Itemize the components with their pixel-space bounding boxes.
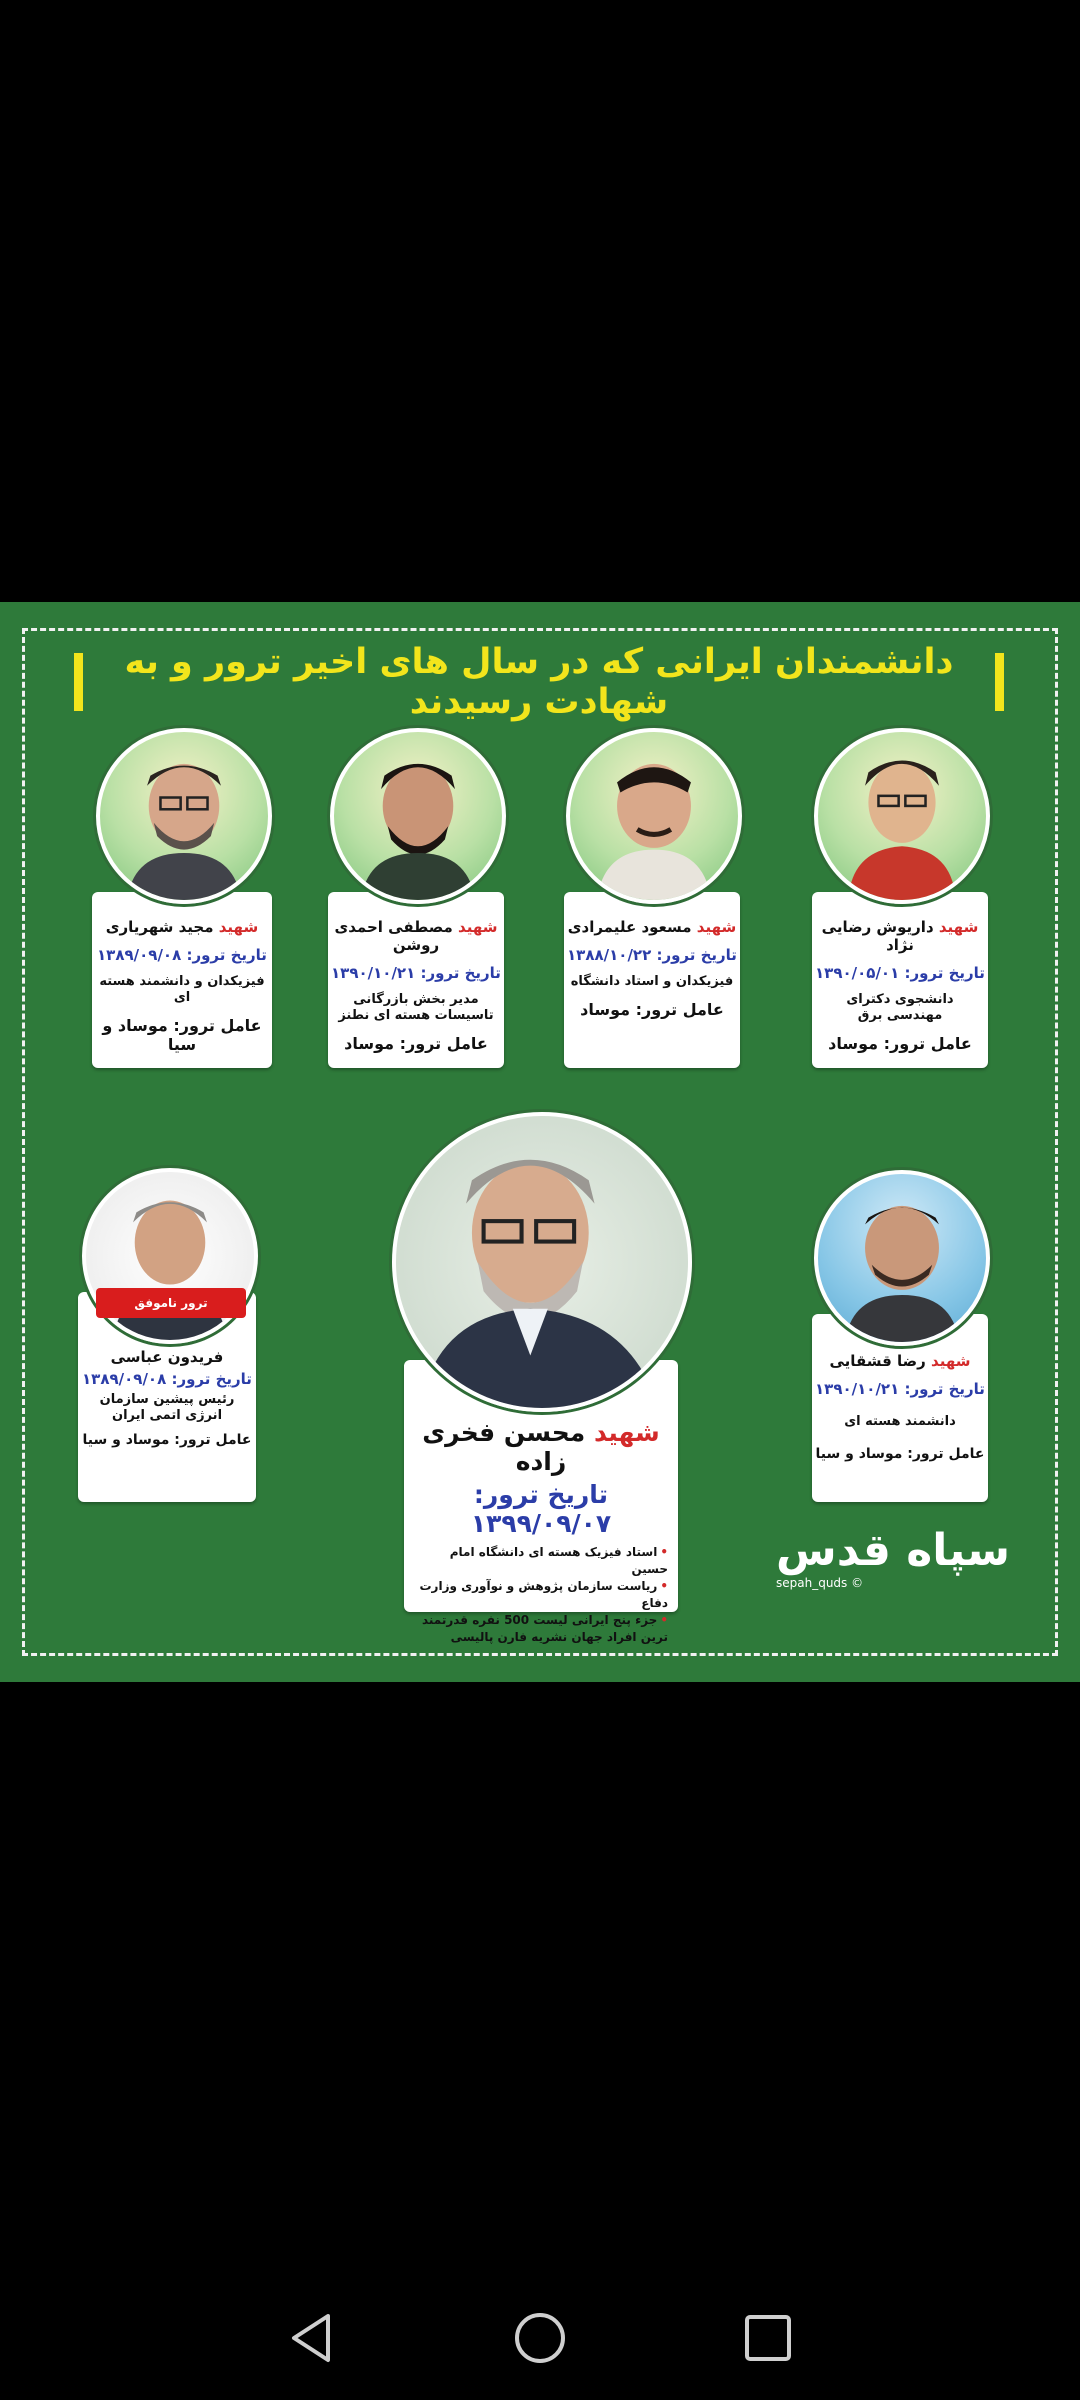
scientist-role: دانشمند هسته ای bbox=[844, 1414, 956, 1429]
sepah-quds-logo bbox=[776, 1525, 1010, 1590]
back-triangle-icon bbox=[288, 2312, 336, 2364]
system-navigation-bar bbox=[0, 2276, 1080, 2400]
back-button[interactable] bbox=[282, 2308, 342, 2368]
scientist-name-text: رضا قشقایی bbox=[829, 1352, 926, 1370]
featured-name bbox=[404, 1418, 678, 1476]
title-accent-bar bbox=[995, 653, 1004, 711]
martyr-word: شهید bbox=[218, 918, 259, 936]
martyr-word: شهید bbox=[938, 918, 979, 936]
scientist-name-text: مسعود علیمرادی bbox=[567, 918, 692, 936]
recents-button[interactable] bbox=[738, 2308, 798, 2368]
bullet-item: •ریاست سازمان پژوهش و نوآوری وزارت دفاع bbox=[419, 1579, 668, 1610]
dashed-border-right bbox=[1055, 628, 1058, 1656]
portrait-photo bbox=[814, 728, 990, 904]
home-button[interactable] bbox=[510, 2308, 570, 2368]
featured-date: تاریخ ترور: ۱۳۹۹/۰۹/۰۷ bbox=[470, 1480, 612, 1538]
scientist-card bbox=[328, 892, 504, 1068]
home-circle-icon bbox=[512, 2310, 568, 2366]
scientist-name bbox=[328, 918, 504, 954]
title-accent-bar bbox=[74, 653, 83, 711]
martyr-word: شهید bbox=[593, 1418, 660, 1447]
martyr-word: شهید bbox=[458, 918, 498, 936]
assassination-date: تاریخ ترور: ۱۳۹۰/۱۰/۲۱ bbox=[815, 1380, 985, 1398]
failed-assassination-badge: ترور ناموفق bbox=[96, 1288, 246, 1318]
scientist-name: فریدون عباسی bbox=[110, 1348, 224, 1366]
assassination-agent: عامل ترور: موساد bbox=[580, 1000, 724, 1019]
martyr-word: شهید bbox=[696, 918, 737, 936]
bullet-item: •جزء پنج ایرانی لیست 500 نفره قدرتمند ترین افراد جهان نشریه فارن پالیسی bbox=[421, 1613, 668, 1644]
scientist-name bbox=[92, 918, 272, 936]
assassination-agent: عامل ترور: موساد و سیا bbox=[815, 1446, 985, 1462]
scientist-role: دانشجوی دکترای مهندسی برق bbox=[846, 992, 954, 1023]
portrait-photo bbox=[96, 728, 272, 904]
scientist-role: رئیس پیشین سازمان انرژی اتمی ایران bbox=[99, 1392, 235, 1423]
bullet-text: استاد فیزیک هسته ای دانشگاه امام حسین bbox=[449, 1545, 668, 1576]
scientist-name bbox=[812, 1352, 988, 1370]
assassination-agent: عامل ترور: موساد و سیا bbox=[102, 1016, 262, 1054]
scientist-name-text: مصطفی احمدی روشن bbox=[334, 918, 453, 954]
scientist-card bbox=[92, 892, 272, 1068]
scientist-name bbox=[812, 918, 988, 954]
assassination-agent: عامل ترور: موساد bbox=[828, 1034, 972, 1053]
scientist-name bbox=[564, 918, 740, 936]
portrait-photo bbox=[814, 1170, 990, 1346]
logo-text: سپاه قدس bbox=[776, 1525, 1010, 1576]
bullet-item: •استاد فیزیک هسته ای دانشگاه امام حسین bbox=[449, 1545, 668, 1576]
poster-title-bar bbox=[74, 642, 1004, 722]
featured-name-text: محسن فخری زاده bbox=[422, 1418, 586, 1476]
dashed-border-top bbox=[22, 628, 1058, 631]
poster-title: دانشمندان ایرانی که در سال های اخیر ترور و به شهادت رسیدند bbox=[124, 642, 954, 722]
scientist-name-text: داریوش رضایی نژاد bbox=[821, 918, 934, 954]
assassination-date: تاریخ ترور: ۱۳۸۸/۱۰/۲۲ bbox=[567, 946, 737, 964]
logo-handle: © sepah_quds bbox=[776, 1576, 864, 1590]
assassination-date: تاریخ ترور: ۱۳۸۹/۰۹/۰۸ bbox=[82, 1370, 252, 1388]
scientist-role: فیزیکدان و استاد دانشگاه bbox=[570, 974, 734, 989]
bullet-text: ریاست سازمان پژوهش و نوآوری وزارت دفاع bbox=[419, 1579, 668, 1610]
featured-portrait-photo bbox=[392, 1112, 692, 1412]
assassination-date: تاریخ ترور: ۱۳۸۹/۰۹/۰۸ bbox=[97, 946, 267, 964]
martyr-word: شهید bbox=[931, 1352, 971, 1370]
recents-square-icon bbox=[743, 2313, 793, 2363]
portrait-photo bbox=[566, 728, 742, 904]
scientist-name-text: مجید شهریاری bbox=[105, 918, 214, 936]
poster-image bbox=[0, 602, 1080, 1682]
assassination-date: تاریخ ترور: ۱۳۹۰/۱۰/۲۱ bbox=[331, 964, 501, 982]
portrait-photo bbox=[330, 728, 506, 904]
scientist-role: فیزیکدان و دانشمند هسته ای bbox=[99, 974, 265, 1005]
dashed-border-left bbox=[22, 628, 25, 1656]
scientist-role: مدیر بخش بازرگانی تاسیسات هسته ای نطنز bbox=[338, 992, 494, 1023]
assassination-agent: عامل ترور: موساد و سیا bbox=[82, 1432, 252, 1448]
scientist-card bbox=[812, 892, 988, 1068]
featured-bullets bbox=[404, 1538, 678, 1646]
dashed-border-bottom bbox=[22, 1653, 1058, 1656]
assassination-date: تاریخ ترور: ۱۳۹۰/۰۵/۰۱ bbox=[815, 964, 985, 982]
scientist-card bbox=[564, 892, 740, 1068]
assassination-agent: عامل ترور: موساد bbox=[344, 1034, 488, 1053]
bullet-text: جزء پنج ایرانی لیست 500 نفره قدرتمند ترین افراد جهان نشریه فارن پالیسی bbox=[421, 1613, 668, 1644]
